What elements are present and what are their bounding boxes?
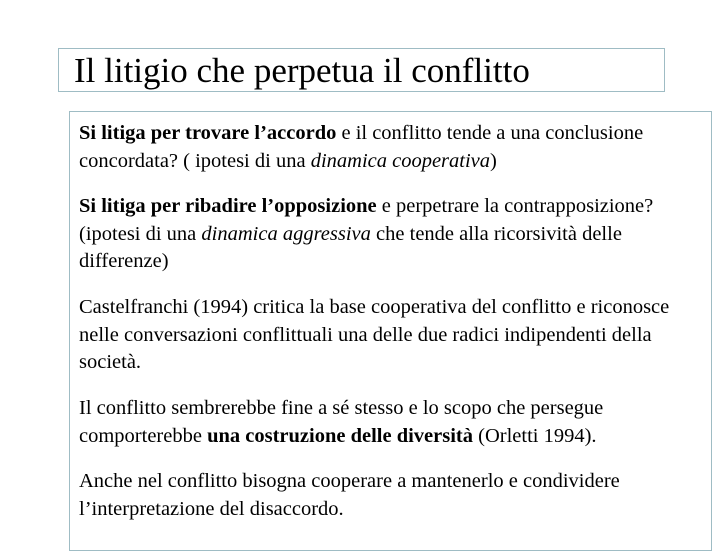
paragraph-opposizione (79, 193, 709, 276)
paragraph-text: (Orletti 1994). (473, 424, 597, 447)
paragraph-text: Il conflitto sembrerebbe fine a sé stesso e lo scopo che persegue comporterebbe (79, 397, 604, 447)
paragraph-italic-phrase: dinamica aggressiva (201, 222, 371, 245)
paragraph-accordo (79, 120, 709, 175)
paragraph-bold-phrase: una costruzione delle diversità (207, 424, 473, 447)
paragraph-text: ) (490, 149, 497, 172)
slide-title: Il litigio che perpetua il conflitto (74, 51, 530, 90)
paragraph-text: e perpetrare la contrapposizione? (ipotesi di una (79, 195, 654, 245)
paragraph-text: Castelfranchi (1994) critica la base cooperativa del conflitto e riconosce nelle conversazioni conflittuali una delle due radici indipendenti della società. (79, 296, 670, 373)
paragraph-text: Anche nel conflitto bisogna cooperare a mantenerlo e condividere l’interpretazione del disaccordo. (79, 470, 620, 520)
paragraph-text: che tende alla ricorsività delle differenze) (79, 222, 622, 272)
paragraph-bold-phrase: Si litiga per trovare l’accordo (79, 122, 337, 144)
paragraph-bold-phrase: Si litiga per ribadire l’opposizione (79, 195, 377, 217)
paragraph-orletti (79, 395, 709, 450)
paragraph-italic-phrase: dinamica cooperativa (310, 149, 491, 172)
paragraph-castelfranchi (79, 294, 709, 377)
paragraph-text: e il conflitto tende a una conclusione concordata? ( ipotesi di una (79, 122, 644, 172)
paragraph-cooperare (79, 468, 709, 523)
